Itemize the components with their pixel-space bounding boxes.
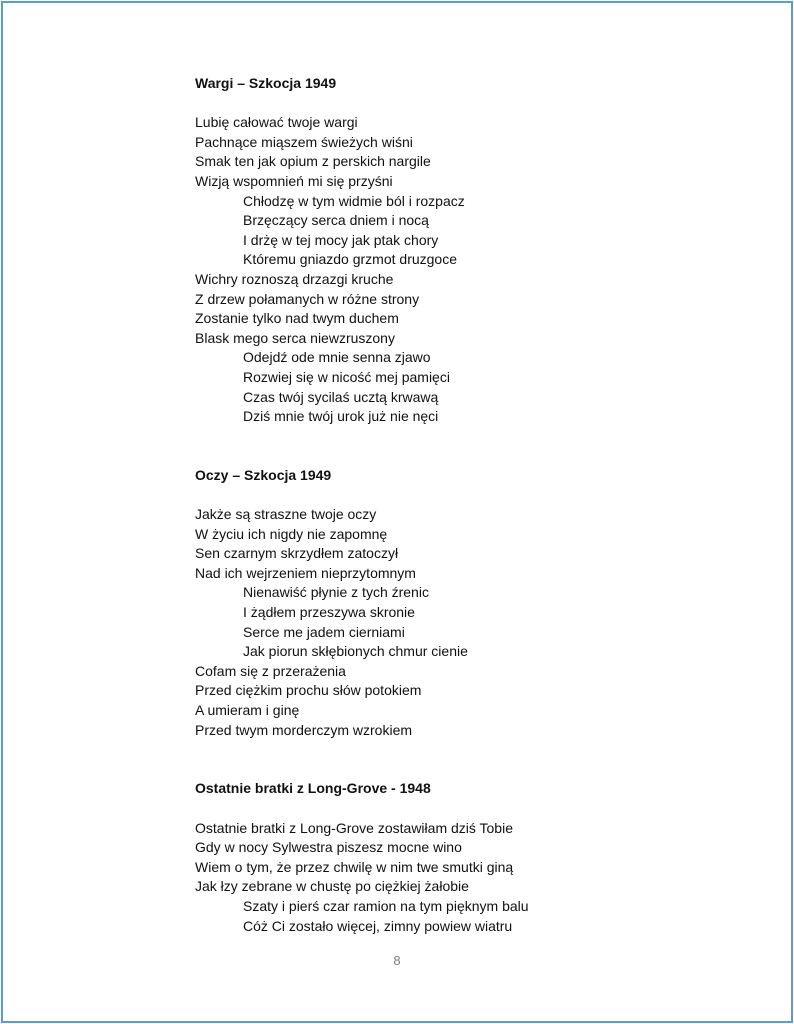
poem-line: Jak łzy zebrane w chustę po ciężkiej żałobie — [195, 878, 469, 895]
poem-line: Nad ich wejrzeniem nieprzytomnym — [195, 564, 416, 581]
poem-line: Czas twój sycilaś ucztą krwawą — [243, 388, 439, 405]
poem-line: Nienawiść płynie z tych źrenic — [243, 584, 429, 601]
poem-line: Sen czarnym skrzydłem zatoczył — [195, 545, 399, 562]
poem-line: I żądłem przeszywa skronie — [243, 604, 415, 621]
poem-oczy — [195, 466, 755, 740]
poem-line: Gdy w nocy Sylwestra piszesz mocne wino — [195, 839, 462, 856]
poem-title: Wargi – Szkocja 1949 — [195, 75, 337, 91]
poem-line: Wizją wspomnień mi się przyśni — [195, 172, 393, 189]
poem-line: Rozwiej się w nicość mej pamięci — [243, 368, 450, 385]
poem-line: W życiu ich nigdy nie zapomnę — [195, 525, 388, 542]
poem-line: Cofam się z przerażenia — [195, 662, 346, 679]
poem-line: Jak piorun skłębionych chmur cienie — [243, 643, 468, 660]
poem-line: Z drzew połamanych w różne strony — [195, 290, 420, 307]
poem-line: Serce me jadem cierniami — [243, 623, 405, 640]
poem-line: Wichry roznoszą drzazgi kruche — [195, 270, 394, 287]
poem-line: A umieram i ginę — [195, 702, 300, 718]
poem-line: Lubię całować twoje wargi — [195, 114, 358, 131]
poem-line: Jakże są straszne twoje oczy — [195, 506, 377, 523]
poem-body — [195, 113, 755, 427]
poem-line: Smak ten jak opium z perskich nargile — [195, 153, 431, 170]
poem-title: Oczy – Szkocja 1949 — [195, 466, 332, 483]
poem-line: Odejdź ode mnie senna zjawo — [243, 349, 431, 366]
poem-line: Szaty i pierś czar ramion na tym pięknym balu — [243, 897, 529, 914]
page-number: 8 — [393, 953, 401, 968]
poem-line: Cóż Ci zostało więcej, zimny powiew wiatru — [243, 917, 513, 934]
poem-line: Pachnące miąszem świeżych wiśni — [195, 133, 413, 150]
poem-line: Przed ciężkim prochu słów potokiem — [195, 682, 422, 699]
poem-line: Zostanie tylko nad twym duchem — [195, 310, 399, 327]
poem-body — [195, 505, 755, 740]
page-content — [195, 74, 755, 936]
poem-ostatnie-bratki — [195, 779, 755, 936]
poem-line: Dziś mnie twój urok już nie nęci — [243, 408, 439, 425]
poem-title: Ostatnie bratki z Long-Grove - 1948 — [195, 780, 431, 797]
poem-line: Któremu gniazdo grzmot druzgoce — [243, 251, 457, 268]
poem-line: Brzęczący serca dniem i nocą — [243, 212, 429, 229]
poem-line: Chłodzę w tym widmie ból i rozpacz — [243, 192, 465, 209]
poem-line: Przed twym morderczym wzrokiem — [195, 721, 413, 738]
poem-line: Blask mego serca niewzruszony — [195, 329, 395, 346]
poem-body — [195, 819, 755, 937]
poem-line: Ostatnie bratki z Long-Grove zostawiłam dziś Tobie — [195, 819, 513, 836]
poem-wargi — [195, 74, 755, 427]
poem-line: Wiem o tym, że przez chwilę w nim twe smutki giną — [195, 858, 514, 875]
poem-line: I drżę w tej mocy jak ptak chory — [243, 231, 439, 248]
